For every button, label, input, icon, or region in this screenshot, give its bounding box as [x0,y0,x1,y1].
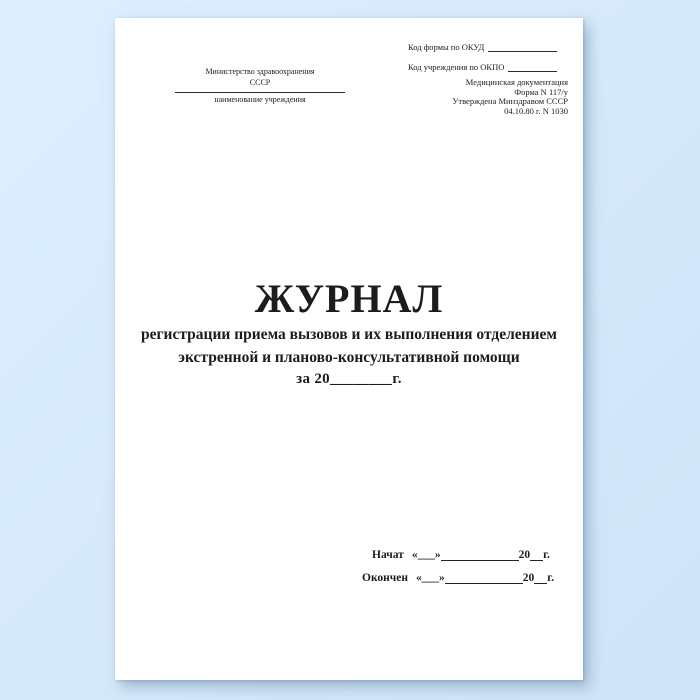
okud-label: Код формы по ОКУД [408,42,485,52]
finished-blank-line [445,574,523,584]
begun-blank-line [441,551,519,561]
document-sheet [115,18,583,680]
title-subtitle-line-2: экстренной и плановo-консультативной помощи [178,348,520,366]
meddoc-line: Форма N 117/у [514,86,568,97]
title-year-line: за 20________г. [296,371,402,387]
institution-name-blank-line [175,92,345,93]
begun-year-blank [530,551,543,561]
finished-year-prefix: 20 [522,572,535,584]
okpo-label: Код учреждения по ОКПО [408,62,505,72]
ministry-line-2: СССР [249,77,271,87]
meddoc-line: Медицинская документация [465,77,568,87]
begun-label: Начат [372,549,404,561]
ministry-block [145,67,375,106]
institution-name-caption: наименование учреждения [214,95,306,104]
journal-title: ЖУРНАЛ [254,276,444,321]
finished-row [362,572,554,584]
okud-blank-line [488,42,557,52]
finished-day-quote: «___» [416,572,445,584]
meddoc-line: 04.10.80 г. N 1030 [504,105,568,116]
begun-year-suffix: г. [543,549,550,561]
okpo-code-row [408,62,557,72]
ministry-line-1: Министерство здравоохранения [205,67,315,76]
title-block [115,276,583,387]
begun-row [372,549,550,561]
okpo-blank-line [508,62,557,72]
begun-day-quote: «___» [411,549,441,561]
finished-year-suffix: г. [547,572,555,584]
okud-code-row [408,42,557,52]
title-subtitle-line-1: регистрации приема вызовов и их выполнения отделением [141,326,557,343]
begun-year-prefix: 20 [518,549,531,561]
meddoc-line: Утверждена Минздравом СССР [452,96,568,107]
finished-year-blank [534,574,547,584]
finished-label: Окончен [362,572,409,584]
medical-documentation-block [452,78,568,116]
